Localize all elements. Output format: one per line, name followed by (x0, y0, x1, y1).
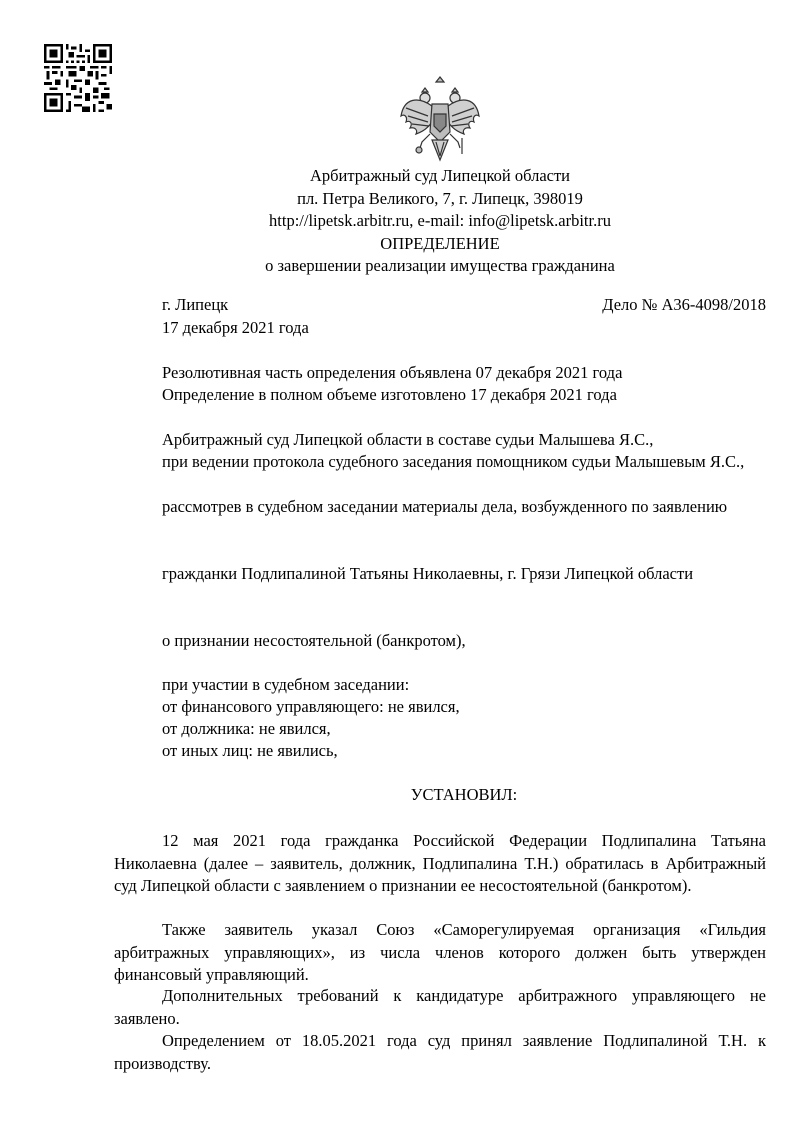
document-date: 17 декабря 2021 года (162, 318, 309, 337)
resolution-announced: Резолютивная часть определения объявлена 07 декабря 2021 года (162, 363, 623, 382)
court-composition: Арбитражный суд Липецкой области в составе судьи Малышева Я.С., (162, 430, 654, 449)
court-secretary: при ведении протокола судебного заседания помощником судьи Малышевым Я.С., (162, 452, 745, 471)
court-address: пл. Петра Великого, 7, г. Липецк, 398019 (297, 188, 583, 208)
court-header (114, 165, 766, 278)
established-paragraph: Определением от 18.05.2021 года суд принял заявление Подлипалиной Т.Н. к производству. (114, 1031, 766, 1073)
qr-code (44, 44, 112, 112)
city: г. Липецк (162, 295, 229, 314)
participant: от иных лиц: не явились, (162, 741, 338, 760)
participant: от финансового управляющего: не явился, (162, 697, 460, 716)
case-number: Дело № А36-4098/2018 (602, 295, 766, 314)
established-paragraph: 12 мая 2021 года гражданка Российской Федерации Подлипалина Татьяна Николаевна (далее – заявитель, должник, Подлипалина Т.Н.) обратилась в Арбитражный суд Липецкой области с заявлением о признании ее несостоятельной (банкротом). (114, 831, 766, 895)
document-subject: о завершении реализации имущества гражданина (265, 256, 615, 275)
considering-text: рассмотрев в судебном заседании материалы дела, возбужденного по заявлению (162, 497, 728, 516)
court-name: Арбитражный суд Липецкой области (309, 166, 571, 185)
full-text-made: Определение в полном объеме изготовлено 17 декабря 2021 года (162, 385, 617, 404)
established-paragraph: Дополнительных требований к кандидатуре арбитражного управляющего не заявлено. (114, 986, 766, 1028)
claim: о признании несостоятельной (банкротом), (162, 631, 466, 650)
coat-of-arms-emblem (398, 76, 482, 168)
court-contacts: http://lipetsk.arbitr.ru, e-mail: info@lipetsk.arbitr.ru (269, 211, 611, 230)
participant: от должника: не явился, (162, 719, 331, 738)
established-heading: УСТАНОВИЛ: (410, 785, 518, 804)
participation-title: при участии в судебном заседании: (162, 675, 410, 694)
document-type: ОПРЕДЕЛЕНИЕ (380, 233, 500, 253)
established-paragraph: Также заявитель указал Союз «Саморегулируемая организация «Гильдия арбитражных управляющих», из числа членов которого должен быть утвержден финансовый управляющий. (114, 920, 766, 984)
applicant: гражданки Подлипалиной Татьяны Николаевны, г. Грязи Липецкой области (162, 564, 694, 583)
